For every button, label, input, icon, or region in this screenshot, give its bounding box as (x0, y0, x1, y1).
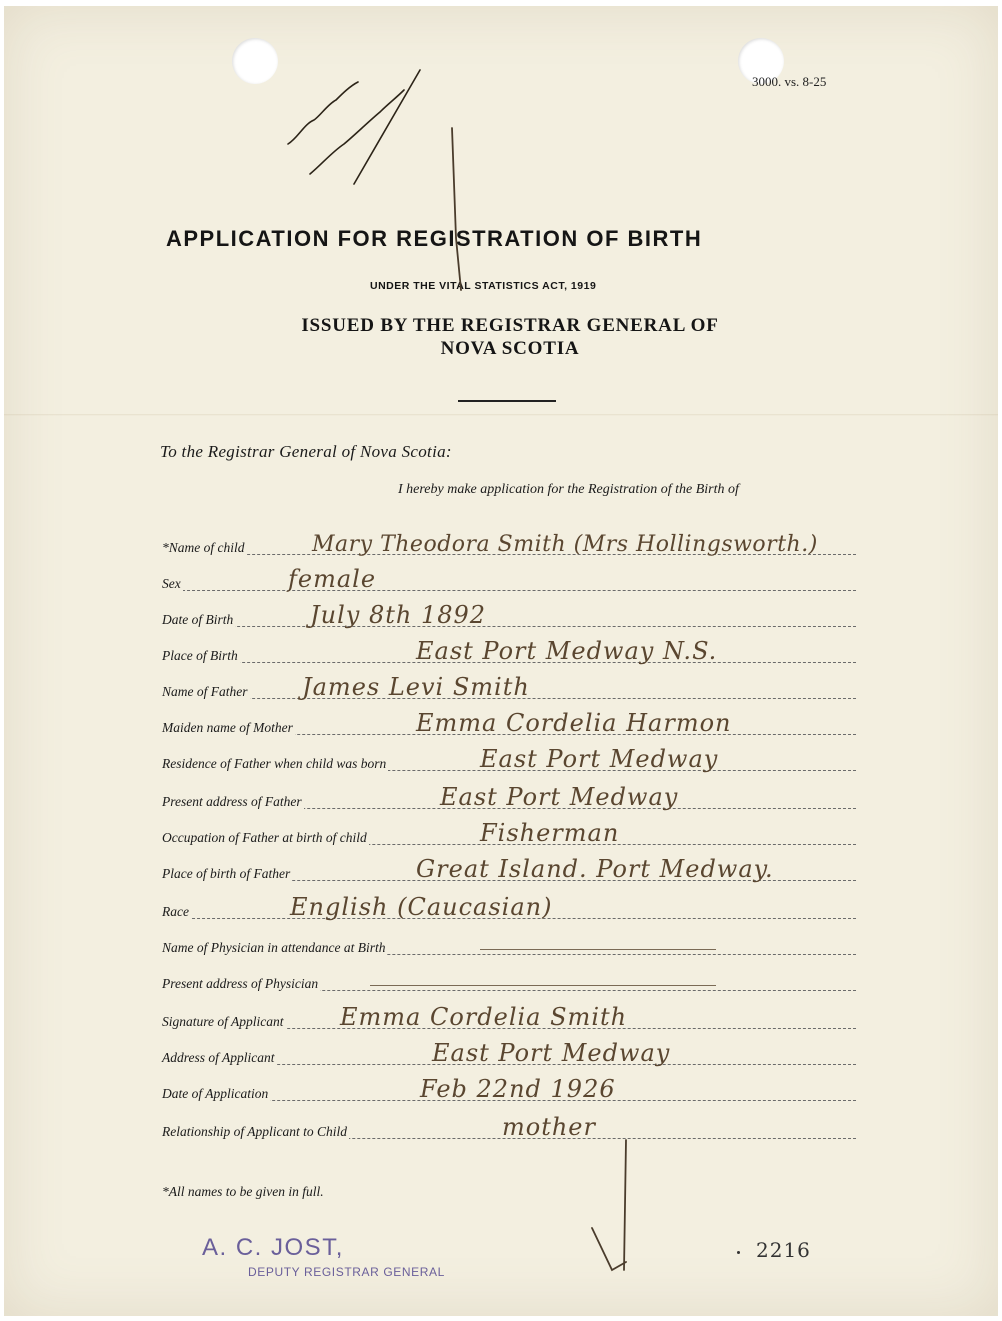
form-field-row (162, 1039, 856, 1070)
form-code: 3000. vs. 8-25 (752, 74, 827, 89)
field-label-text: Residence of Father when child was born (162, 756, 387, 771)
form-subtitle: UNDER THE VITAL STATISTICS ACT, 1919 (370, 280, 597, 292)
serial-number: 2216 (756, 1238, 811, 1262)
field-label-text: Occupation of Father at birth of child (162, 830, 367, 845)
form-field-row (162, 893, 856, 924)
field-label (162, 794, 304, 810)
field-value: Great Island. Port Medway. (416, 855, 774, 883)
form-field-row (162, 1075, 856, 1106)
field-label (162, 976, 320, 992)
stamp-title: DEPUTY REGISTRAR GENERAL (248, 1265, 445, 1279)
field-label-text: Place of Birth (162, 648, 238, 663)
form-field-row (162, 745, 856, 776)
field-value: Emma Cordelia Smith (340, 1003, 628, 1031)
form-field-row (162, 637, 856, 668)
field-label (162, 648, 240, 664)
field-label-text: Present address of Father (162, 794, 302, 809)
form-field-row (162, 783, 856, 814)
field-label (162, 830, 369, 846)
addressee: To the Registrar General of Nova Scotia: (160, 442, 452, 461)
field-value: English (Caucasian) (290, 893, 553, 921)
field-label (162, 684, 250, 700)
field-label-text: Name of Physician in attendance at Birth (162, 940, 386, 955)
form-field-row (162, 601, 856, 632)
paper-fold (4, 414, 998, 416)
field-label-text: Present address of Physician (162, 976, 319, 991)
form-field-row (162, 565, 856, 596)
application-intro: I hereby make application for the Registration of the Birth of (398, 482, 739, 497)
field-label (162, 1086, 270, 1102)
field-label (162, 540, 247, 556)
field-dotted-line (162, 590, 856, 591)
field-label (162, 612, 235, 628)
field-blank-stroke (480, 949, 716, 950)
field-label-text: *Name of child (162, 540, 245, 555)
field-label (162, 940, 387, 956)
form-field-row (162, 932, 856, 960)
form-field-row (162, 819, 856, 850)
stamp-name: A. C. JOST, (202, 1234, 344, 1261)
title-divider (458, 400, 556, 402)
field-label (162, 904, 191, 920)
field-label (162, 720, 295, 736)
field-label-text: Name of Father (162, 684, 248, 699)
field-label (162, 1124, 349, 1140)
serial-mark (737, 1251, 740, 1254)
field-label (162, 576, 183, 592)
field-label-text: Date of Application (162, 1086, 269, 1101)
handwritten-issued-note (270, 64, 440, 194)
field-value: East Port Medway (432, 1039, 671, 1067)
field-label (162, 1014, 286, 1030)
field-blank-stroke (370, 985, 716, 986)
field-label-text: Race (162, 904, 189, 919)
field-value: mother (502, 1113, 596, 1141)
field-dotted-line (162, 626, 856, 627)
field-label-text: Date of Birth (162, 612, 234, 627)
field-label (162, 1050, 277, 1066)
field-value: Mary Theodora Smith (Mrs Hollingsworth.) (312, 532, 818, 557)
field-value: July 8th 1892 (310, 601, 487, 629)
form-field-row (162, 709, 856, 740)
field-label-text: Maiden name of Mother (162, 720, 293, 735)
form-field-row (162, 855, 856, 886)
form-title: APPLICATION FOR REGISTRATION OF BIRTH (166, 226, 703, 251)
field-value: James Levi Smith (302, 673, 530, 701)
field-label-text: Place of birth of Father (162, 866, 291, 881)
field-label-text: Sex (162, 576, 181, 591)
form-field-row (162, 1003, 856, 1034)
field-label-text: Address of Applicant (162, 1050, 275, 1065)
field-value: East Port Medway N.S. (416, 637, 718, 665)
field-label (162, 756, 388, 772)
field-value: Emma Cordelia Harmon (416, 709, 732, 737)
form-field-row (162, 968, 856, 996)
field-label-text: Relationship of Applicant to Child (162, 1124, 347, 1139)
field-label (162, 866, 292, 882)
form-field-row (162, 532, 856, 560)
field-value: Feb 22nd 1926 (420, 1075, 616, 1103)
footnote: *All names to be given in full. (162, 1184, 324, 1199)
field-value: East Port Medway (480, 745, 719, 773)
form-field-row (162, 1113, 856, 1144)
field-value: female (288, 565, 377, 593)
issuer-line: ISSUED BY THE REGISTRAR GENERAL OF NOVA SCOTIA (301, 315, 719, 359)
field-label-text: Signature of Applicant (162, 1014, 284, 1029)
field-value: Fisherman (480, 819, 620, 847)
form-field-row (162, 673, 856, 704)
field-value: East Port Medway (440, 783, 679, 811)
